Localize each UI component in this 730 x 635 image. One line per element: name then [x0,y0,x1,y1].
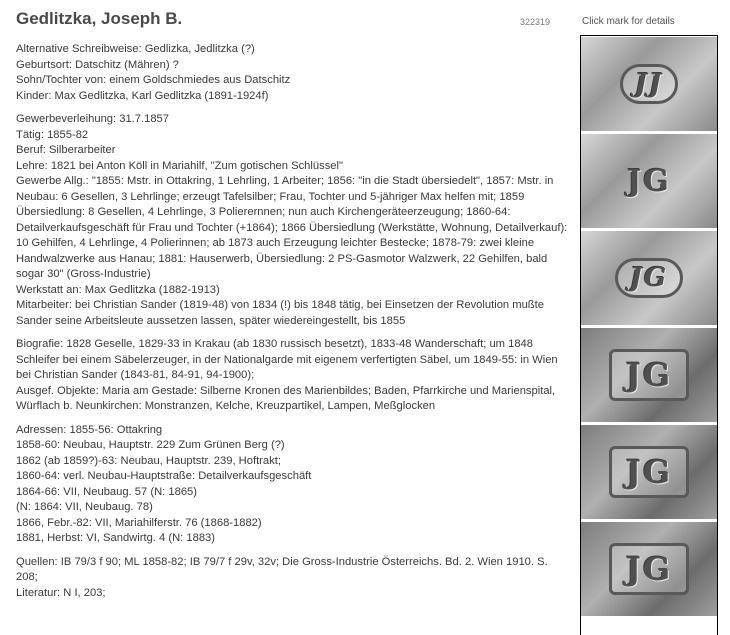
info-line: Tätig: 1855-82 [16,128,89,141]
biography-content [16,42,571,609]
info-block [16,555,571,602]
info-block [16,42,571,104]
info-line: 1860-64: verl. Neubau-Hauptstraße: Detailverkaufsgeschäft [16,470,312,482]
info-line: Gewerbeverleihung: 31.7.1857 [16,113,170,125]
hallmark-image[interactable] [581,134,717,230]
info-block [16,112,571,329]
hallmark-image[interactable] [581,425,717,521]
hallmark-image[interactable] [581,522,717,618]
hallmark-image[interactable] [581,328,717,424]
info-line: Alternative Schreibweise: Gedlizka, Jedlitzka (?) [16,43,255,55]
record-id: 322319 [520,17,551,27]
info-line: Literatur: N I, 203; [16,586,106,599]
info-line: Adressen: 1855-56: Ottakring [16,423,163,436]
click-mark-hint: Click mark for details [582,16,675,27]
hallmark-initials: JG [609,349,689,401]
info-line: Geburtsort: Datschitz (Mähren) ? [16,58,179,71]
info-line: Kinder: Max Gedlitzka, Karl Gedlitzka (1891-1924f) [16,89,269,102]
info-line: Mitarbeiter: bei Christian Sander (1819-48) von 1834 (!) bis 1848 tätig, bei Einsetzen der Revolution mußte Sander seine Arbeitsleute aussetzen lassen, später wiedereingestellt, bis 1855 [16,299,544,327]
info-line: 1866, Febr.-82: VII, Mariahilferstr. 76 (1868-1882) [16,516,262,529]
hallmark-image[interactable] [581,231,717,327]
info-line: Gewerbe Allg.: "1855: Mstr. in Ottakring, 1 Lehrling, 1 Arbeiter; 1856: "in die Stadt übersiedelt", 1857: Mstr. in Neubau: 6 Gesellen, 3 Lehrlinge; erzeugt Tafelsilber; Frau, Tochter und 5-jähriger Max helfen mit; 1859 Übersiedlung: 8 Gesellen, 4 Lehrlinge, 3 Polierernnen; nun auch Kirchengeräteerzeugung; 1860-64: Detailverkaufsgeschäft für Frau und Tochter (+1864); 1866 Übersiedlung (Werkstätte, Wohnung, Detailverkauf): 10 Gehilfen, 4 Lehrlinge, 4 Polierinnen; ab 1873 auch Erzeugung leichter Bestecke; 1878-79: zwei kleine Handwalzwerke aus Hanau; 1881: Hauserwerb, Übersiedlung: 2 PS-Gasmotor Walzwerk, 22 Gehilfen, bald sogar 30" (Gross-Industrie) [16,175,568,280]
hallmark-initials: JJ [620,64,679,104]
hallmark-initials: JG [615,258,684,298]
info-line: 1862 (ab 1859?)-63: Neubau, Hauptstr. 239, Hoftrakt; [16,454,281,467]
hallmark-initials: JG [609,446,689,498]
info-line: Sohn/Tochter von: einem Goldschmiedes aus Datschitz [16,74,291,86]
info-line: Werkstatt an: Max Gedlitzka (1882-1913) [16,283,220,296]
hallmark-initials: JG [627,163,671,199]
info-line: 1858-60: Neubau, Hauptstr. 229 Zum Grünen Berg (?) [16,439,285,451]
info-line: Beruf: Silberarbeiter [16,144,116,156]
info-line: Ausgef. Objekte: Maria am Gestade: Silberne Kronen des Marienbildes; Baden, Pfarrkirche und Marienspital, Würflach b. Neunkirchen: Monstranzen, Kelche, Kreuzpartikel, Lampen, Meßglocken [16,384,556,412]
info-line: 1864-66: VII, Neubaug. 57 (N: 1865) [16,485,197,498]
info-block [16,337,571,415]
hallmark-image[interactable] [581,37,717,133]
info-line: (N: 1864: VII, Neubaug. 78) [16,501,153,513]
info-line: 1881, Herbst: VI, Sandwirtg. 4 (N: 1883) [16,532,215,544]
info-line: Biografie: 1828 Geselle, 1829-33 in Krakau (ab 1830 russisch besetzt), 1833-48 Wanderschaft; um 1848 Schleifer bei einem Säbelerzeuger, in der Nationalgarde mit eigenem verfertigten Säbel, um 1849-55: in Wien bei Christian Sander (1843-81, 84-91, 94-1900); [16,338,558,381]
marks-panel [580,35,718,635]
page-title: Gedlitzka, Joseph B. [16,9,183,28]
info-line: Quellen: IB 79/3 f 90; ML 1858-82; IB 79/7 f 29v, 32v; Die Gross-Industrie Österreichs. Bd. 2. Wien 1910. S. 208; [16,555,548,583]
hallmark-initials: JG [609,543,689,595]
info-block [16,423,571,547]
info-line: Lehre: 1821 bei Anton Köll in Mariahilf, "Zum gotischen Schlüssel" [16,159,343,172]
